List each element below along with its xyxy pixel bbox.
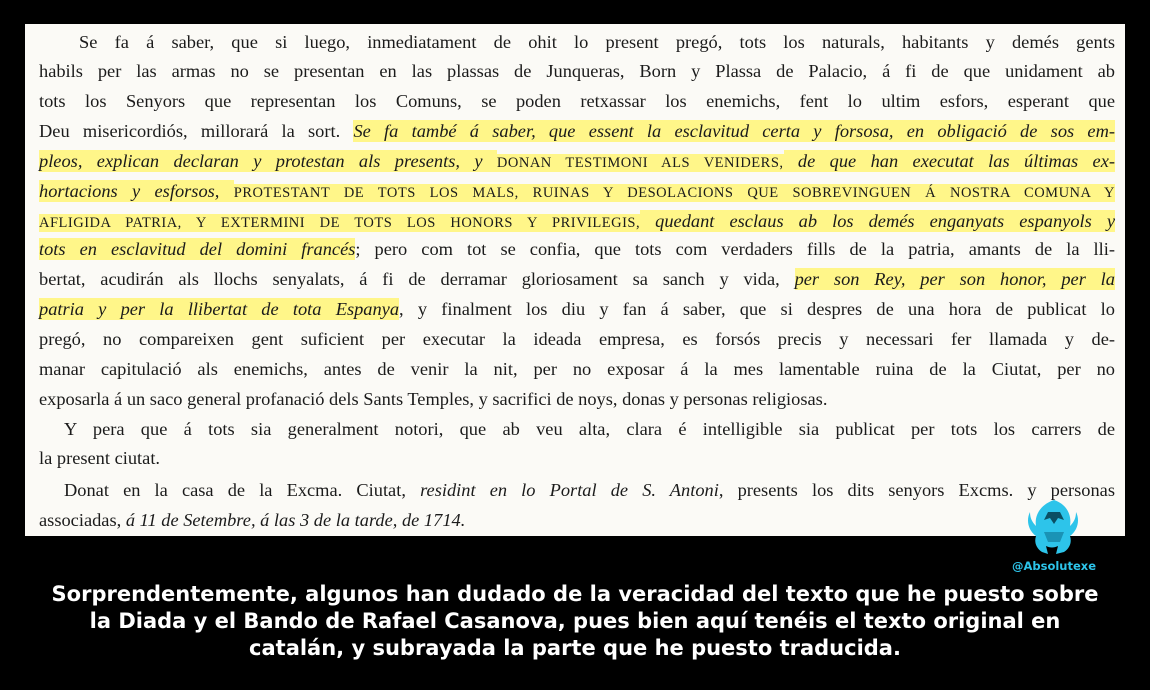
document-line (64, 477, 1115, 503)
caption (0, 581, 1150, 662)
text-segment: tots los Senyors que representan los Comuns, se poden retxassar los enemichs, fent lo ultim esfors, esperant que (39, 91, 1115, 111)
document-line (39, 326, 1115, 352)
text-segment: habils per las armas no se presentan en las plassas de Junqueras, Born y Plassa de Palacio, á fi de que unidament ab (39, 61, 1115, 81)
text-segment: Se fa també á saber, que essent la esclavitud certa y forsosa, en obligació de sos em- (353, 121, 1115, 141)
document-line (39, 208, 1115, 234)
caption-line: la Diada y el Bando de Rafael Casanova, pues bien aquí tenéis el texto original en (89, 609, 1061, 633)
document-line (39, 148, 1115, 174)
document-line (39, 266, 1115, 292)
text-segment: pleos, explican declaran y protestan als presents, y (39, 151, 497, 171)
document-line (39, 386, 1115, 412)
text-segment: tots en esclavitud del domini francés (39, 239, 356, 259)
text-segment: la present ciutat. (39, 448, 161, 468)
text-segment: manar capitulació als enemichs, antes de venir la nit, per no exposar á la mes lamentable ruina de la Ciutat, per no (39, 359, 1115, 379)
scanned-document (25, 24, 1125, 536)
caption-line: Sorprendentemente, algunos han dudado de la veracidad del texto que he puesto sobre (51, 582, 1099, 606)
text-segment: Se fa á saber, que si luego, inmediatament de ohit lo present pregó, tots los naturals, habitants y demés gents (79, 32, 1115, 52)
document-line (39, 445, 1115, 471)
text-segment: hortacions y esforsos, (39, 181, 234, 201)
document-line (39, 58, 1115, 84)
document-line (39, 507, 1115, 533)
text-segment: , presents los dits senyors Excms. y personas (718, 480, 1115, 500)
document-line (79, 29, 1115, 55)
text-segment: PROTESTANT DE TOTS LOS MALS, RUINAS Y DESOLACIONS QUE SOBREVINGUEN Á NOSTRA COMUNA Y (233, 185, 1115, 201)
text-segment: ; pero com tot se confia, que tots com verdaders fills de la patria, amants de la lli- (355, 239, 1115, 259)
text-segment: AFLIGIDA PATRIA, Y EXTERMINI DE TOTS LOS HONORS Y PRIVILEGIS, (39, 215, 641, 231)
text-segment: associadas, (39, 510, 126, 530)
text-segment: DONAN TESTIMONI ALS VENIDERS, (496, 155, 784, 171)
text-segment: de que han executat las últimas ex- (783, 151, 1115, 171)
document-line (39, 118, 1115, 144)
text-segment: exposarla á un saco general profanació dels Sants Temples, y sacrifici de noys, donas y personas religiosas. (39, 389, 828, 409)
document-line (64, 416, 1115, 442)
document-line (39, 296, 1115, 322)
document-line (39, 178, 1115, 204)
text-segment: per son Rey, per son honor, per la (794, 269, 1115, 289)
text-segment: , y finalment los diu y fan á saber, que si despres de una hora de publicat lo (399, 299, 1115, 319)
text-segment: Deu misericordiós, millorará la sort. (39, 121, 354, 141)
text-segment: á 11 de Setembre, á las 3 de la tarde, de 1714. (125, 510, 466, 530)
text-segment: pregó, no compareixen gent suficient per executar la ideada empresa, es forsós precis y necessari fer llamada y de- (39, 329, 1115, 349)
gryphon-logo-icon (1024, 496, 1084, 558)
document-line (39, 236, 1115, 262)
text-segment: quedant esclaus ab los demés enganyats espanyols y (640, 211, 1115, 231)
document-line (39, 88, 1115, 114)
caption-line: catalán, y subrayada la parte que he puesto traducida. (249, 636, 901, 660)
text-segment: residint en lo Portal de S. Antoni (420, 480, 719, 500)
text-segment: patria y per la llibertat de tota Espanya (39, 299, 400, 319)
text-segment: Donat en la casa de la Excma. Ciutat, (64, 480, 421, 500)
text-segment: bertat, acudirán als llochs senyalats, á fi de derramar gloriosament sa sanch y vida, (39, 269, 795, 289)
text-segment: Y pera que á tots sia generalment notori, que ab veu alta, clara é intelligible sia publicat per tots los carrers de (64, 419, 1115, 439)
watermark-handle: @Absolutexe (1011, 559, 1097, 573)
document-line (39, 356, 1115, 382)
